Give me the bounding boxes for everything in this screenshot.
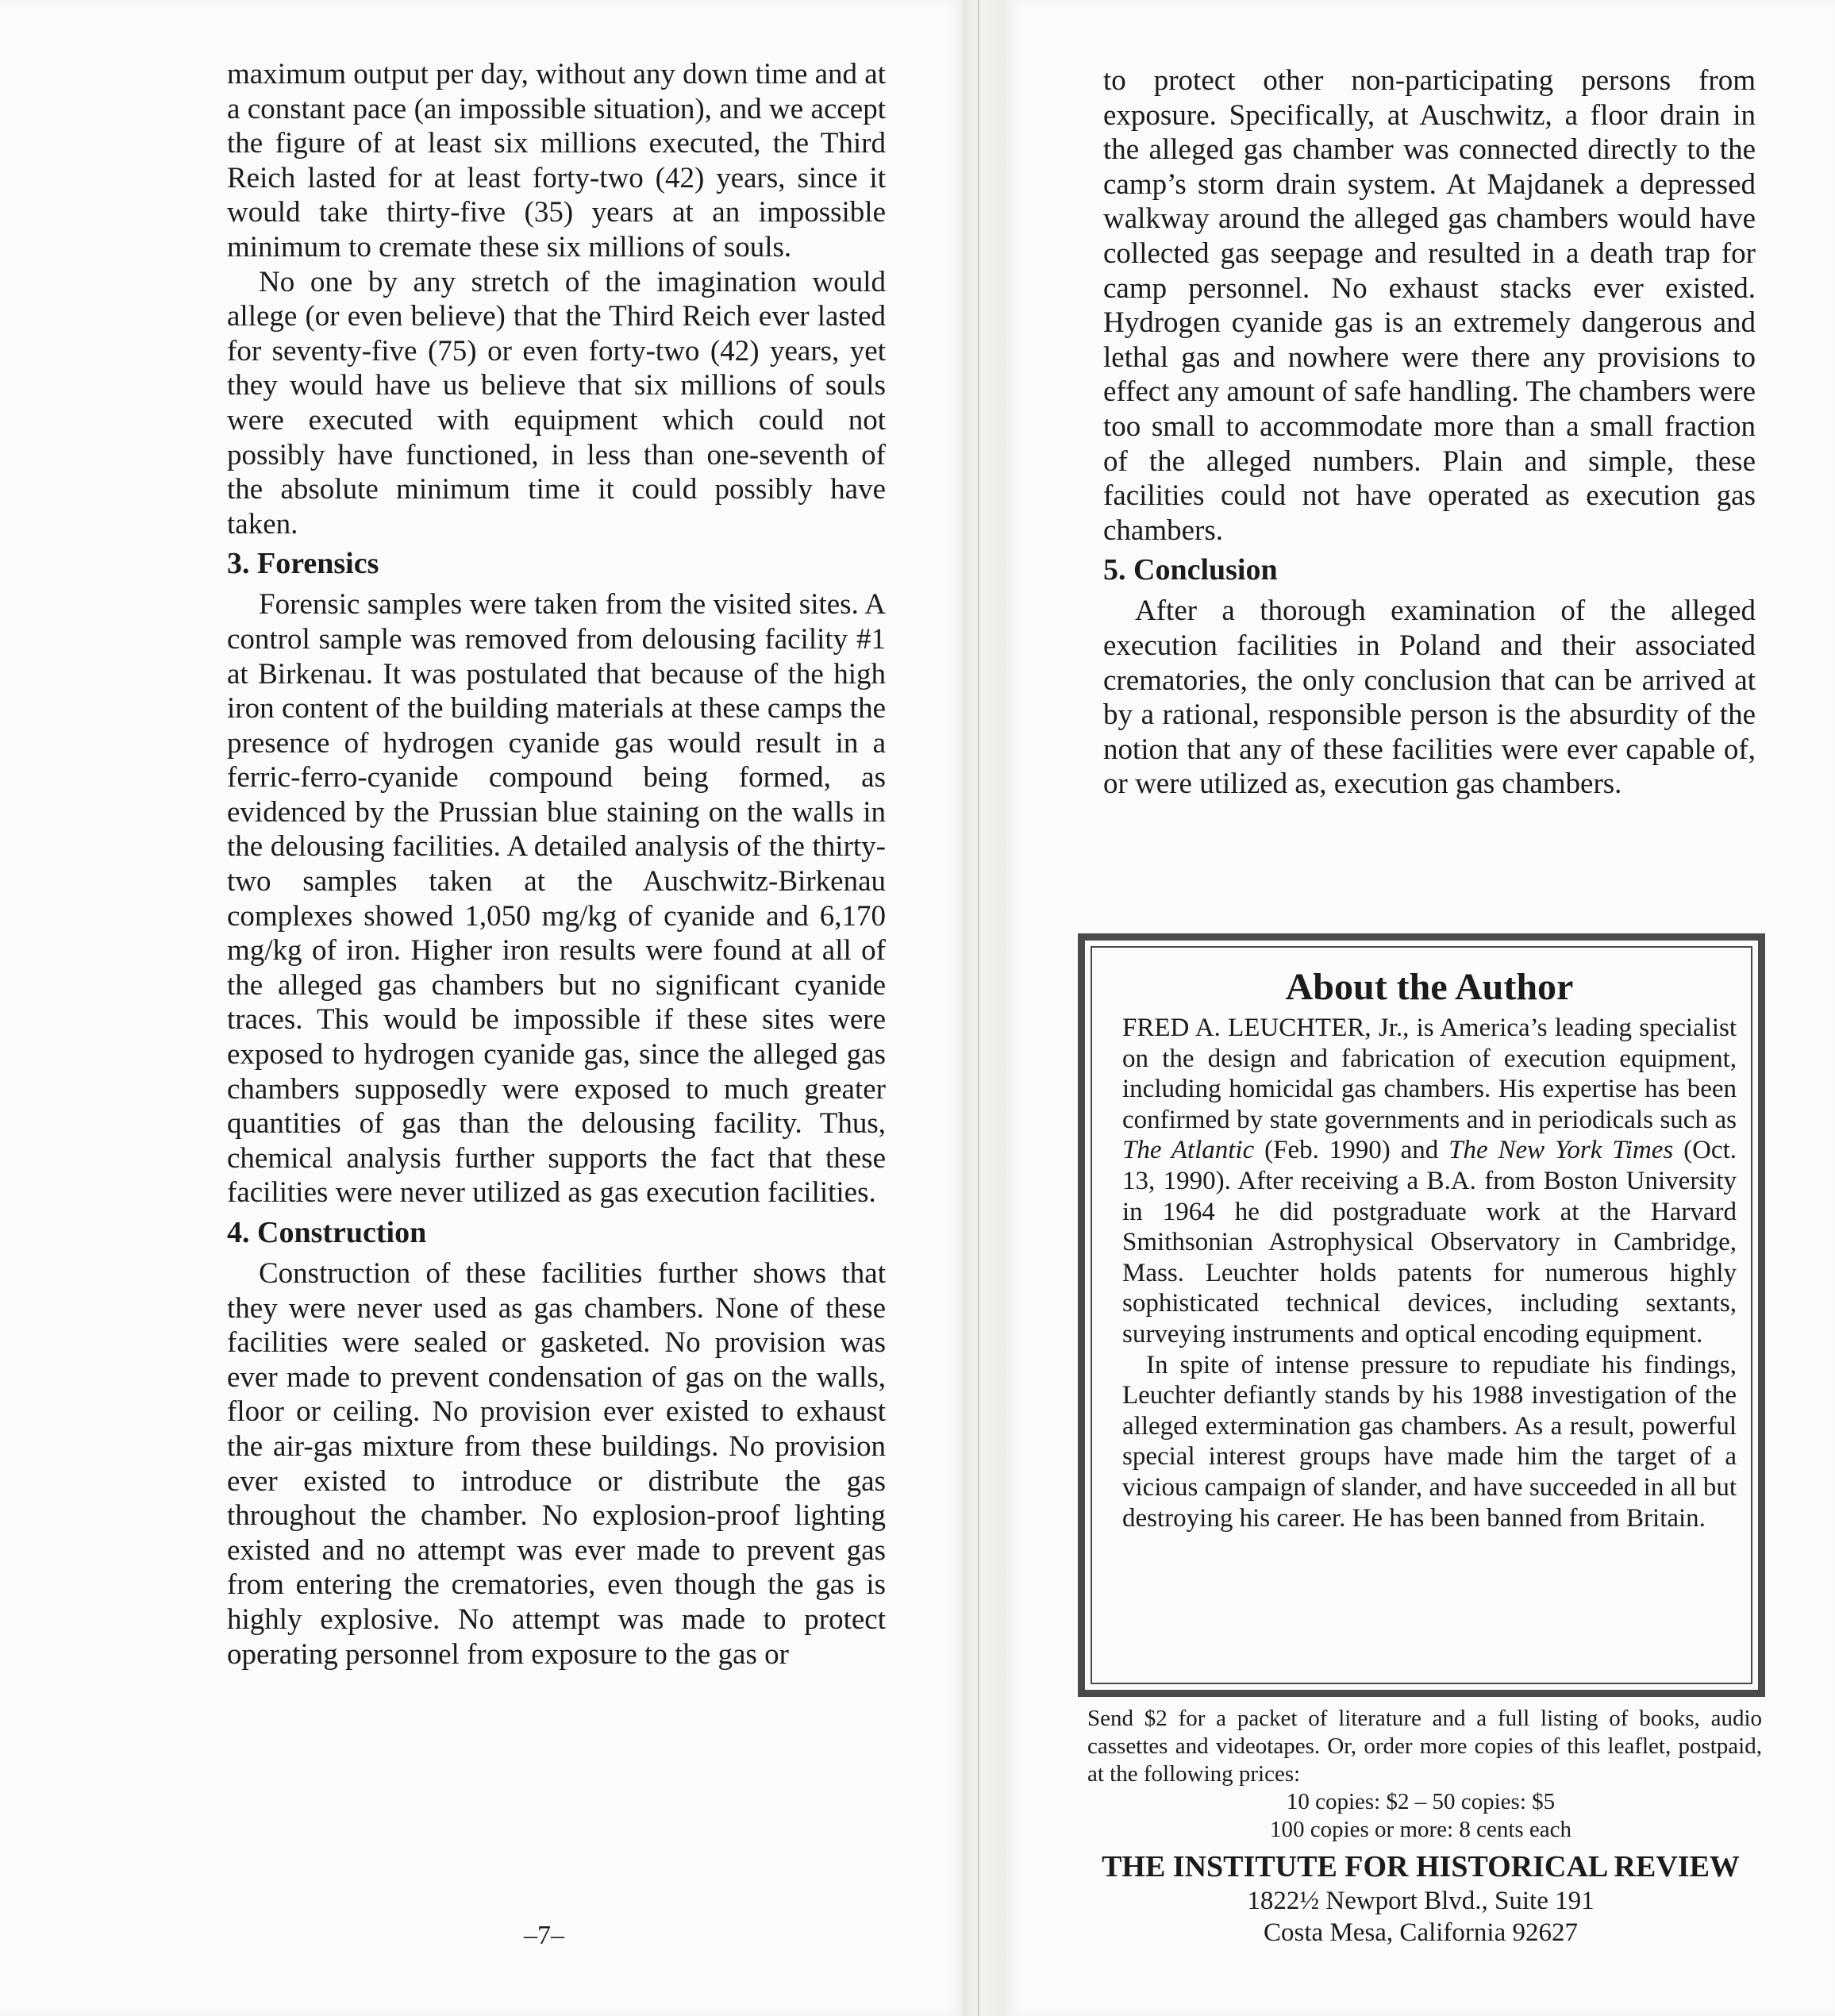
page-gutter [962,0,1006,2016]
section-heading-construction: 4. Construction [227,1216,427,1249]
author-bio-part-b: (Feb. 1990) and [1254,1136,1449,1165]
construction-paragraph: Construction of these facilities further shows that they were never used as gas chambers. None of these facilities were sealed or gasketed. No provision was ever made to prevent condensation of gas on the walls, floor or ceiling. No provision ever existed to exhaust the air-gas mixture from these buildings. No provision ever existed to introduce or distribute the gas throughout the chamber. No explosion-proof lighting existed and no attempt was ever made to prevent gas from entering the crematories, even though the gas is highly explosive. No attempt was made to protect operating personnel from exposure to the gas or [227,1257,886,1671]
institute-name: THE INSTITUTE FOR HISTORICAL REVIEW [1102,1850,1740,1883]
price-line-2: 100 copies or more: 8 cents each [1269,1817,1572,1842]
continued-paragraph: to protect other non-participating persons from exposure. Specifically, at Auschwitz, a floor drain in the alleged gas chamber was connected directly to the camp’s storm drain system. At Majdanek a depressed walkway around the alleged gas chambers would have collected gas seepage and resulted in a death trap for camp personnel. No exhaust stacks ever existed. Hydrogen cyanide gas is an extremely dangerous and lethal gas and nowhere were there any provisions to effect any amount of safe handling. The chambers were too small to accommodate more than a small fraction of the alleged numbers. Plain and simple, these facilities could not have operated as execution gas chambers. [1103,64,1756,547]
author-bio-part-a: FRED A. LEUCHTER, Jr., is America’s leading specialist on the design and fabrication of execution equipment, including homicidal gas chambers. His expertise has been confirmed by state governments and in periodicals such as [1122,1014,1737,1134]
about-author-inner-frame [1091,946,1752,1684]
left-column [227,57,886,1672]
section-heading-forensics: 3. Forensics [227,547,379,581]
about-author-box [1078,933,1765,1697]
order-info-block [1079,1705,1762,1949]
forensics-paragraph: Forensic samples were taken from the visited sites. A control sample was removed from delousing facility #1 at Birkenau. It was postulated that because of the high iron content of the building materials at these camps the presence of hydrogen cyanide gas would result in a ferric-ferro-cyanide compound being formed, as evidenced by the Prussian blue staining on the walls in the delousing facilities. A detailed analysis of the thirty-two samples taken at the Auschwitz-Birkenau complexes showed 1,050 mg/kg of cyanide and 6,170 mg/kg of iron. Higher iron results were found at all of the alleged gas chambers but no significant cyanide traces. This would be impossible if these sites were exposed to hydrogen cyanide gas, since the alleged gas chambers supposedly were exposed to much greater quantities of gas than the delousing facility. Thus, chemical analysis further supports the fact that these facilities were never utilized as gas execution facilities. [227,588,886,1210]
about-author-title: About the Author [1285,966,1574,1008]
price-line-1: 10 copies: $2 – 50 copies: $5 [1286,1789,1556,1814]
institute-street: 1822½ Newport Blvd., Suite 191 [1247,1887,1595,1915]
order-instructions: Send $2 for a packet of literature and a full listing of books, audio cassettes and videotapes. Or, order more copies of this leaflet, postpaid, at the following prices: [1087,1706,1762,1787]
institute-city: Costa Mesa, California 92627 [1264,1918,1578,1947]
periodical-nyt: The New York Times [1448,1136,1674,1165]
page-number: –7– [524,1921,564,1950]
right-column [1103,63,1756,802]
author-stance-paragraph: In spite of intense pressure to repudiate his findings, Leuchter defiantly stands by his 1988 investigation of the alleged extermination gas chambers. As a result, powerful special interest groups have made him the target of a vicious campaign of slander, and have succeeded in all but destroying his career. He has been banned from Britain. [1122,1350,1737,1533]
intro-paragraph-2: No one by any stretch of the imagination would allege (or even believe) that the Third Reich ever lasted for seventy-five (75) or even forty-two (42) years, yet they would have us believe that six millions of souls were executed with equipment which could not possibly have functioned, in less than one-seventh of the absolute minimum time it could possibly have taken. [227,265,886,541]
fold-line [978,0,979,2016]
conclusion-paragraph: After a thorough examination of the alleged execution facilities in Poland and their associated crematories, the only conclusion that can be arrived at by a rational, responsible person is the absurdity of the notion that any of these facilities were ever capable of, or were utilized as, execution gas chambers. [1103,594,1756,801]
author-bio-paragraph [1122,1013,1737,1350]
author-bio-part-c: (Oct. 13, 1990). After receiving a B.A. from Boston University in 1964 he did postgraduate work at the Harvard Smithsonian Astrophysical Observatory in Cambridge, Mass. Leuchter holds patents for numerous highly sophisticated technical devices, including sextants, surveying instruments and optical encoding equipment. [1122,1136,1737,1348]
intro-paragraph-1: maximum output per day, without any down time and at a constant pace (an impossible situation), and we accept the figure of at least six millions executed, the Third Reich lasted for at least forty-two (42) years, since it would take thirty-five (35) years at an impossible minimum to cremate these six millions of souls. [227,58,886,264]
section-heading-conclusion: 5. Conclusion [1103,553,1278,587]
periodical-atlantic: The Atlantic [1122,1136,1255,1165]
